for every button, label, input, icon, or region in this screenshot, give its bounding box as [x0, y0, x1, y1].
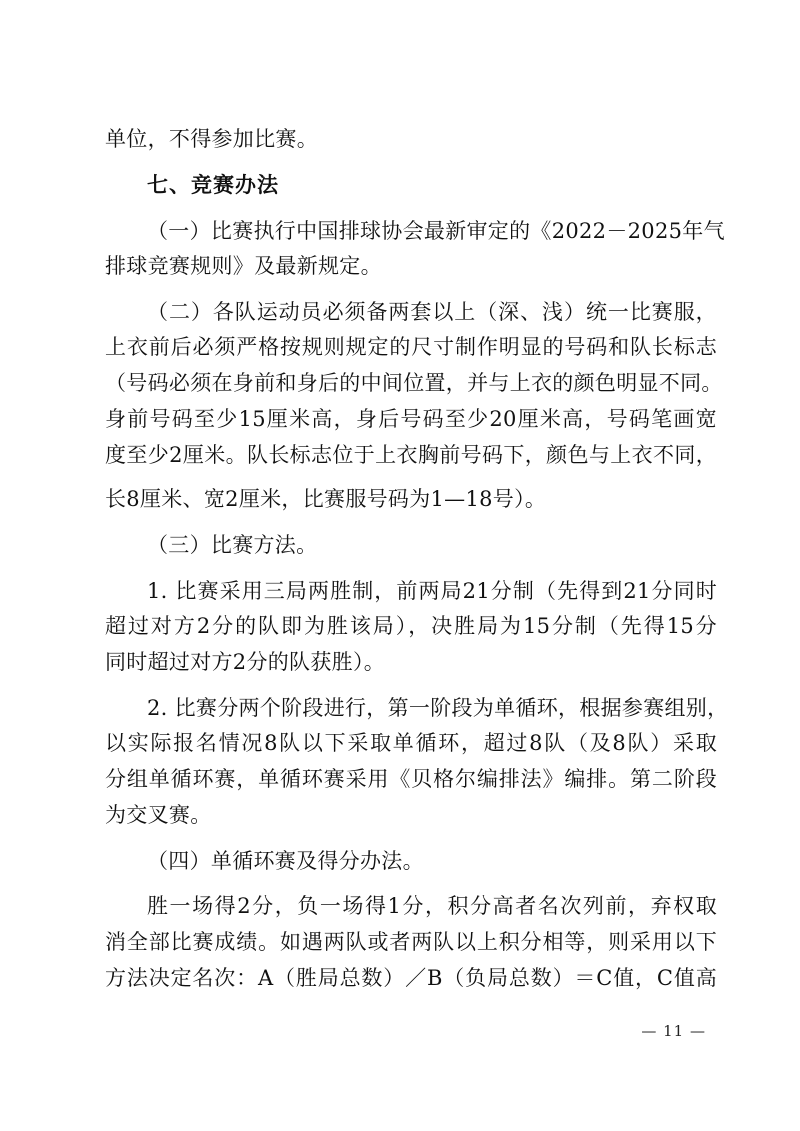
subsection-heading: （四）单循环赛及得分办法。 [147, 849, 424, 873]
text-line: 度至少2厘米。队长标志位于上衣胸前号码下，颜色与上衣不同， [105, 443, 717, 467]
page-number: — 11 — [641, 1022, 706, 1040]
text-line: 消全部比赛成绩。如遇两队或者两队以上积分相等，则采用以下 [105, 930, 717, 954]
text-line: 方法决定名次：A（胜局总数）／B（负局总数）＝C值，C值高 [105, 966, 717, 990]
text-line: 1. 比赛采用三局两胜制，前两局21分制（先得到21分同时 [147, 579, 717, 603]
text-line: 上衣前后必须严格按规则规定的尺寸制作明显的号码和队长标志 [105, 335, 717, 359]
subsection-heading: （三）比赛方法。 [147, 533, 318, 557]
text-line: 身前号码至少15厘米高，身后号码至少20厘米高，号码笔画宽 [105, 407, 717, 431]
text-line: 长8厘米、宽2厘米，比赛服号码为1—18号）。 [105, 487, 547, 511]
text-line: 单位，不得参加比赛。 [105, 127, 318, 151]
text-line: 超过对方2分的队即为胜该局），决胜局为15分制（先得15分 [105, 614, 717, 638]
text-line: 为交叉赛。 [105, 803, 212, 827]
text-line: （一）比赛执行中国排球协会最新审定的《2022－2025年气 [147, 219, 725, 243]
text-line: （号码必须在身前和身后的中间位置，并与上衣的颜色明显不同。 [105, 371, 723, 395]
text-line: 胜一场得2分，负一场得1分，积分高者名次列前，弃权取 [147, 894, 717, 918]
text-line: 排球竞赛规则》及最新规定。 [105, 254, 382, 278]
text-line: 分组单循环赛，单循环赛采用《贝格尔编排法》编排。第二阶段 [105, 767, 717, 791]
text-line: （二）各队运动员必须备两套以上（深、浅）统一比赛服， [147, 300, 717, 324]
text-line: 2. 比赛分两个阶段进行，第一阶段为单循环，根据参赛组别， [147, 696, 729, 720]
text-line: 同时超过对方2分的队获胜）。 [105, 650, 386, 674]
section-heading: 七、竞赛办法 [147, 173, 279, 197]
text-line: 以实际报名情况8队以下采取单循环，超过8队（及8队）采取 [105, 731, 717, 755]
